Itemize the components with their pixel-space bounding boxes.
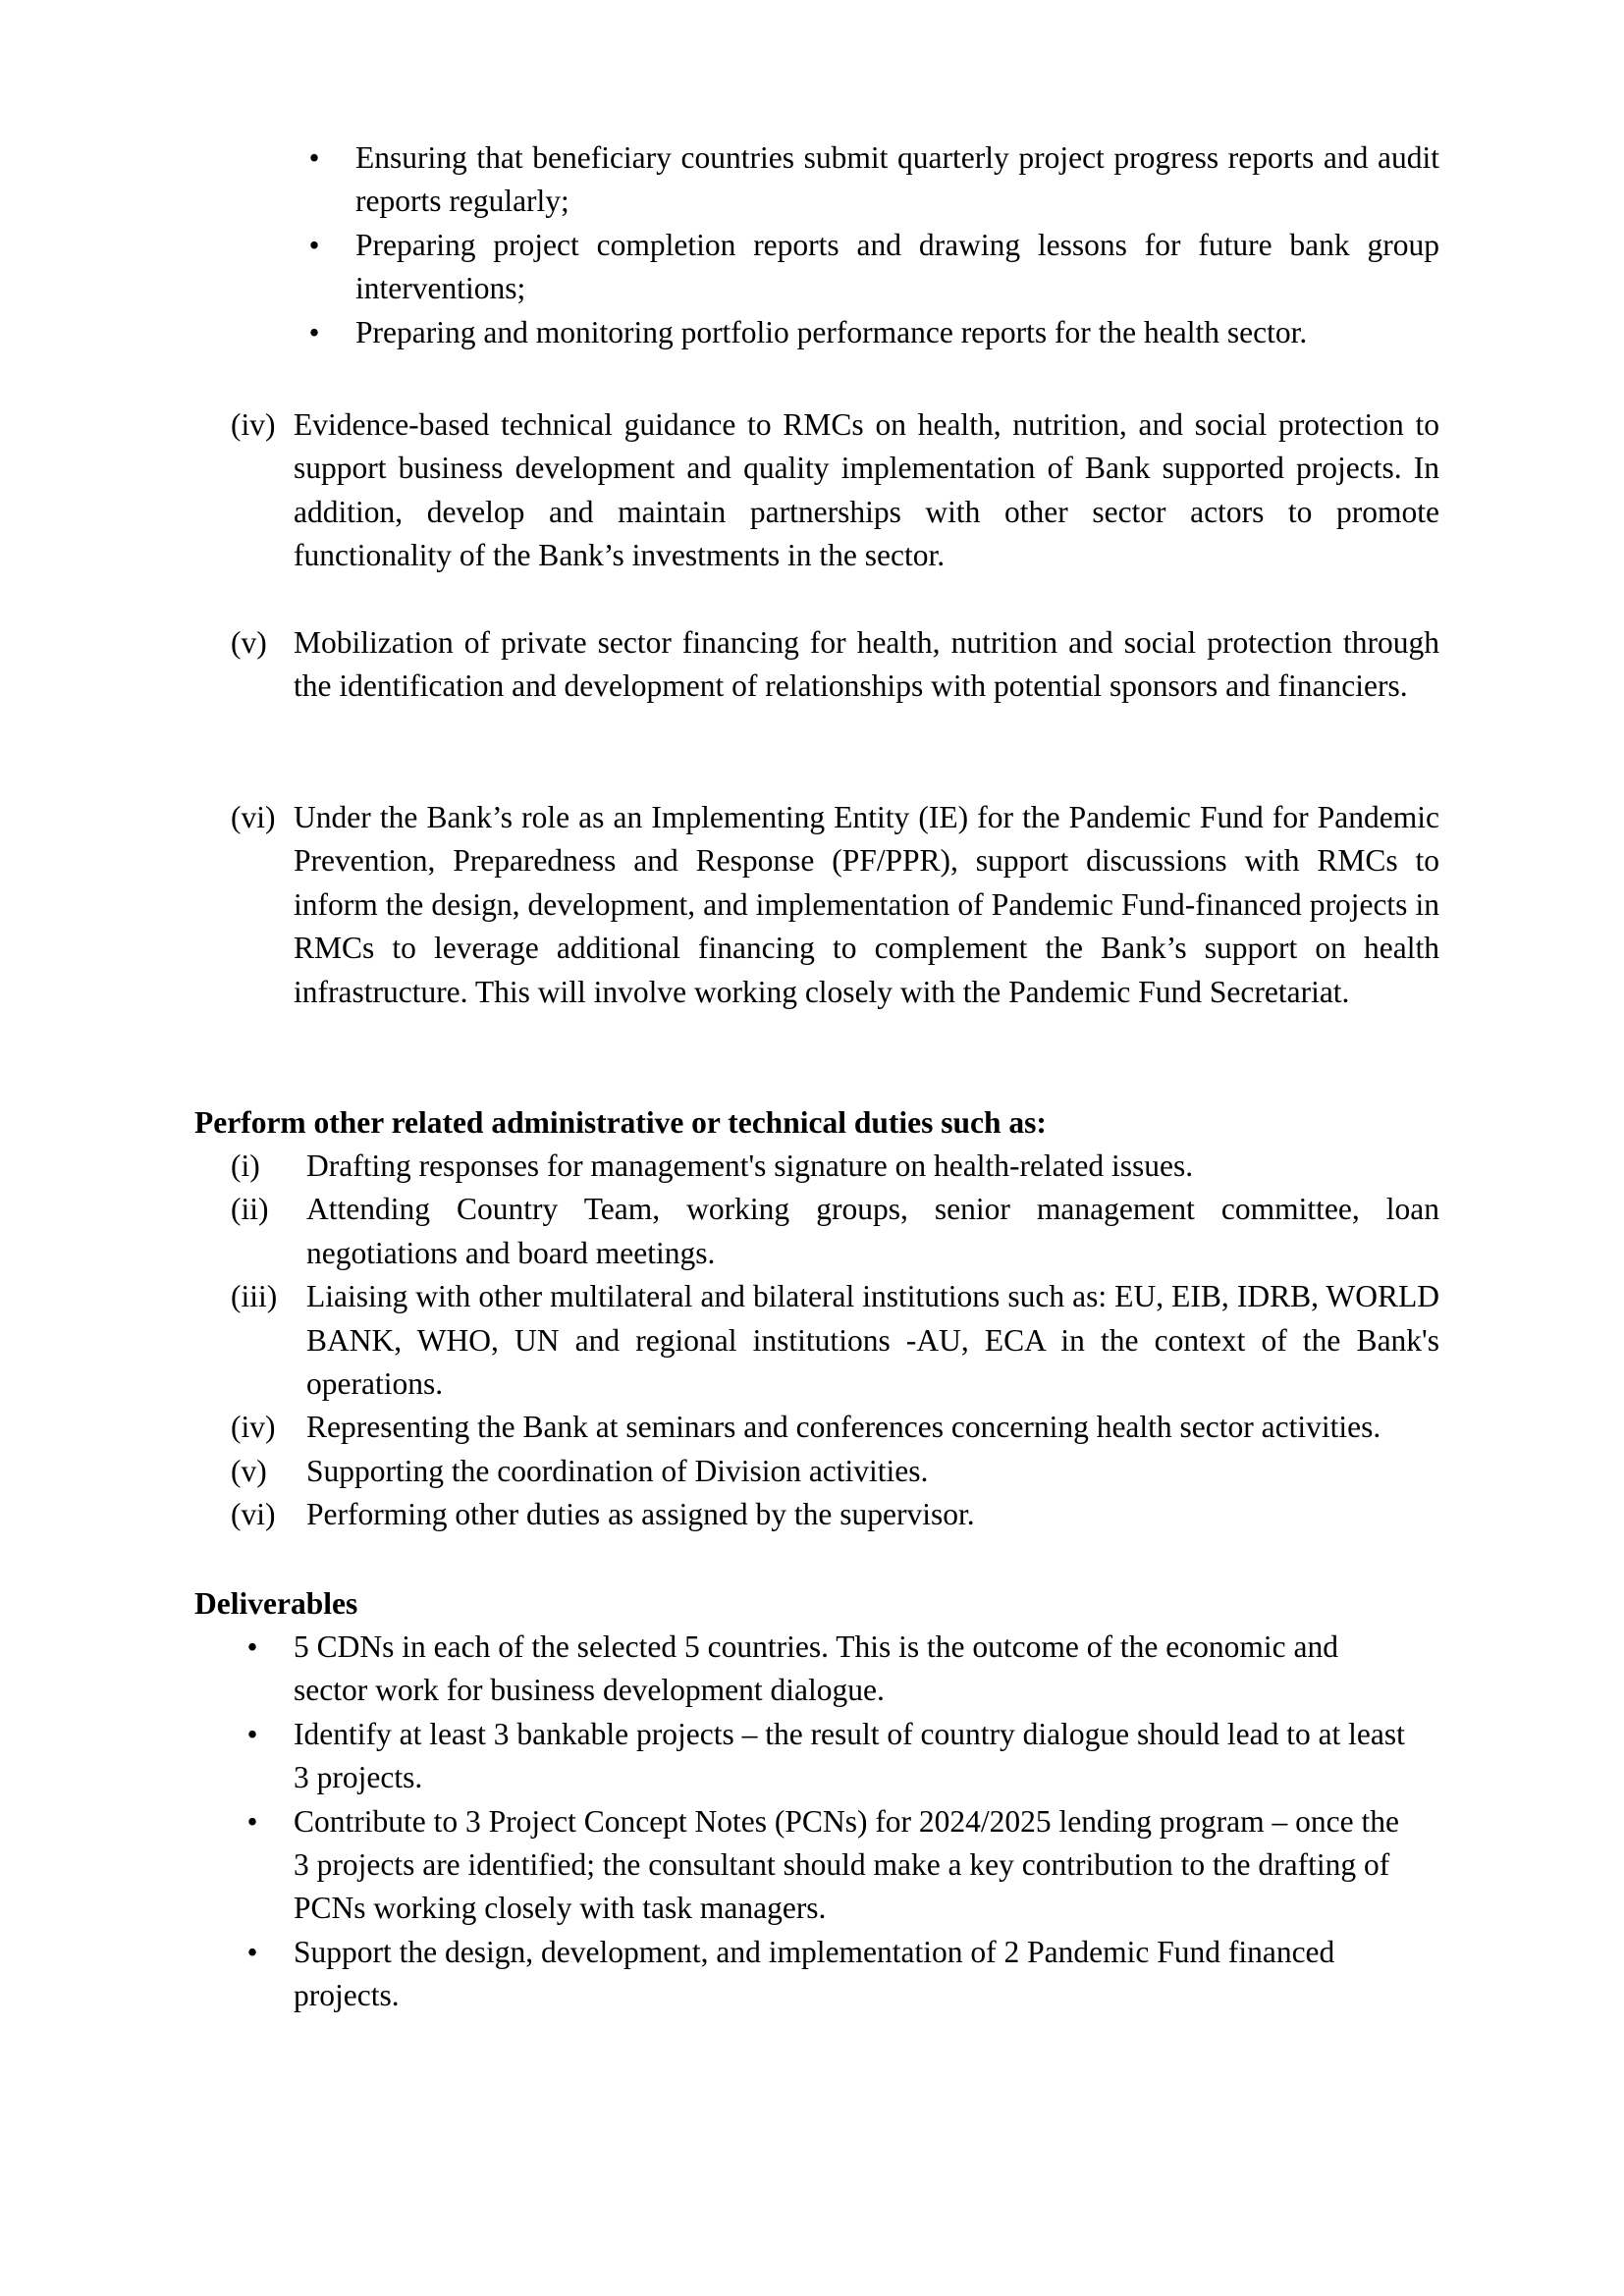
list-item (246, 1713, 1413, 1800)
list-item-number: (iii) (231, 1279, 278, 1314)
list-item-text: Attending Country Team, working groups, senior management committee, loan negotiations and board meetings. (306, 1192, 1439, 1270)
bullet-icon: • (246, 1934, 258, 1969)
deliverables-list (246, 1626, 1413, 2018)
list-item (231, 1188, 1439, 1275)
numbered-paragraph (231, 403, 1439, 578)
list-item-text: Representing the Bank at seminars and conferences concerning health sector activities. (306, 1410, 1381, 1445)
list-item-number: (i) (231, 1148, 260, 1183)
list-item (308, 224, 1439, 311)
list-item-text: Preparing project completion reports and drawing lessons for future bank group interventions; (355, 227, 1439, 306)
list-item-text: 5 CDNs in each of the selected 5 countries. This is the outcome of the economic and sector work for business development dialogue. (294, 1629, 1339, 1708)
numbered-paragraph (231, 621, 1439, 709)
list-item-text: Contribute to 3 Project Concept Notes (PCNs) for 2024/2025 lending program – once the 3 projects are identified; the consultant should make a key contribution to the drafting of PCNs working closely with task managers. (294, 1803, 1399, 1926)
list-item-text: Preparing and monitoring portfolio performance reports for the health sector. (355, 314, 1308, 349)
list-item (308, 311, 1439, 354)
list-item-number: (v) (231, 1453, 267, 1488)
list-item (246, 1800, 1413, 1931)
section-heading-admin: Perform other related administrative or technical duties such as: (194, 1105, 1047, 1140)
section-heading-deliverables: Deliverables (194, 1586, 358, 1621)
list-item (246, 1626, 1413, 1713)
list-item (231, 1450, 1439, 1493)
list-item-text: Supporting the coordination of Division activities. (306, 1453, 929, 1488)
bullet-icon: • (246, 1716, 258, 1751)
paragraph-text: Under the Bank’s role as an Implementing Entity (IE) for the Pandemic Fund for Pandemic Prevention, Preparedness and Response (PF/PPR), support discussions with RMCs to inform the design, development, and implementation of Pandemic Fund-financed projects in RMCs to leverage additional financing to complement the Bank’s support on health infrastructure. This will involve working closely with the Pandemic Fund Secretariat. (294, 800, 1439, 1009)
list-item-number: (iv) (231, 1410, 276, 1445)
list-item-text: Identify at least 3 bankable projects – the result of country dialogue should lead to at least 3 projects. (294, 1716, 1405, 1795)
list-item (231, 1406, 1439, 1449)
bullet-icon: • (246, 1803, 258, 1839)
paragraph-text: Evidence-based technical guidance to RMCs on health, nutrition, and social protection to support business development and quality implementation of Bank supported projects. In addition, develop and maintain partnerships with other sector actors to promote functionality of the Bank’s investments in the sector. (294, 407, 1439, 573)
admin-duties-list (231, 1145, 1439, 1537)
bullet-icon: • (308, 227, 320, 262)
list-item (231, 1493, 1439, 1536)
paragraph-number: (vi) (231, 800, 276, 834)
paragraph-number: (iv) (231, 407, 276, 442)
list-item-text: Liaising with other multilateral and bilateral institutions such as: EU, EIB, IDRB, WORLD BANK, WHO, UN and regional institutions -AU, ECA in the context of the Bank's operations. (306, 1279, 1439, 1402)
list-item-number: (vi) (231, 1497, 276, 1532)
bullet-icon: • (308, 314, 320, 349)
list-item-number: (ii) (231, 1192, 269, 1227)
list-item-text: Drafting responses for management's signature on health-related issues. (306, 1148, 1194, 1183)
list-item (246, 1931, 1413, 2018)
list-item (231, 1145, 1439, 1188)
list-item (231, 1275, 1439, 1406)
list-item-text: Support the design, development, and implementation of 2 Pandemic Fund financed projects. (294, 1934, 1335, 2013)
list-item (308, 136, 1439, 224)
paragraph-text: Mobilization of private sector financing for health, nutrition and social protection through the identification and development of relationships with potential sponsors and financiers. (294, 625, 1439, 704)
monitoring-bullet-list (308, 136, 1439, 354)
bullet-icon: • (246, 1629, 258, 1664)
list-item-text: Ensuring that beneficiary countries submit quarterly project progress reports and audit reports regularly; (355, 140, 1439, 219)
bullet-icon: • (308, 140, 320, 175)
paragraph-number: (v) (231, 625, 267, 660)
list-item-text: Performing other duties as assigned by the supervisor. (306, 1497, 975, 1532)
numbered-paragraph (231, 796, 1439, 1014)
